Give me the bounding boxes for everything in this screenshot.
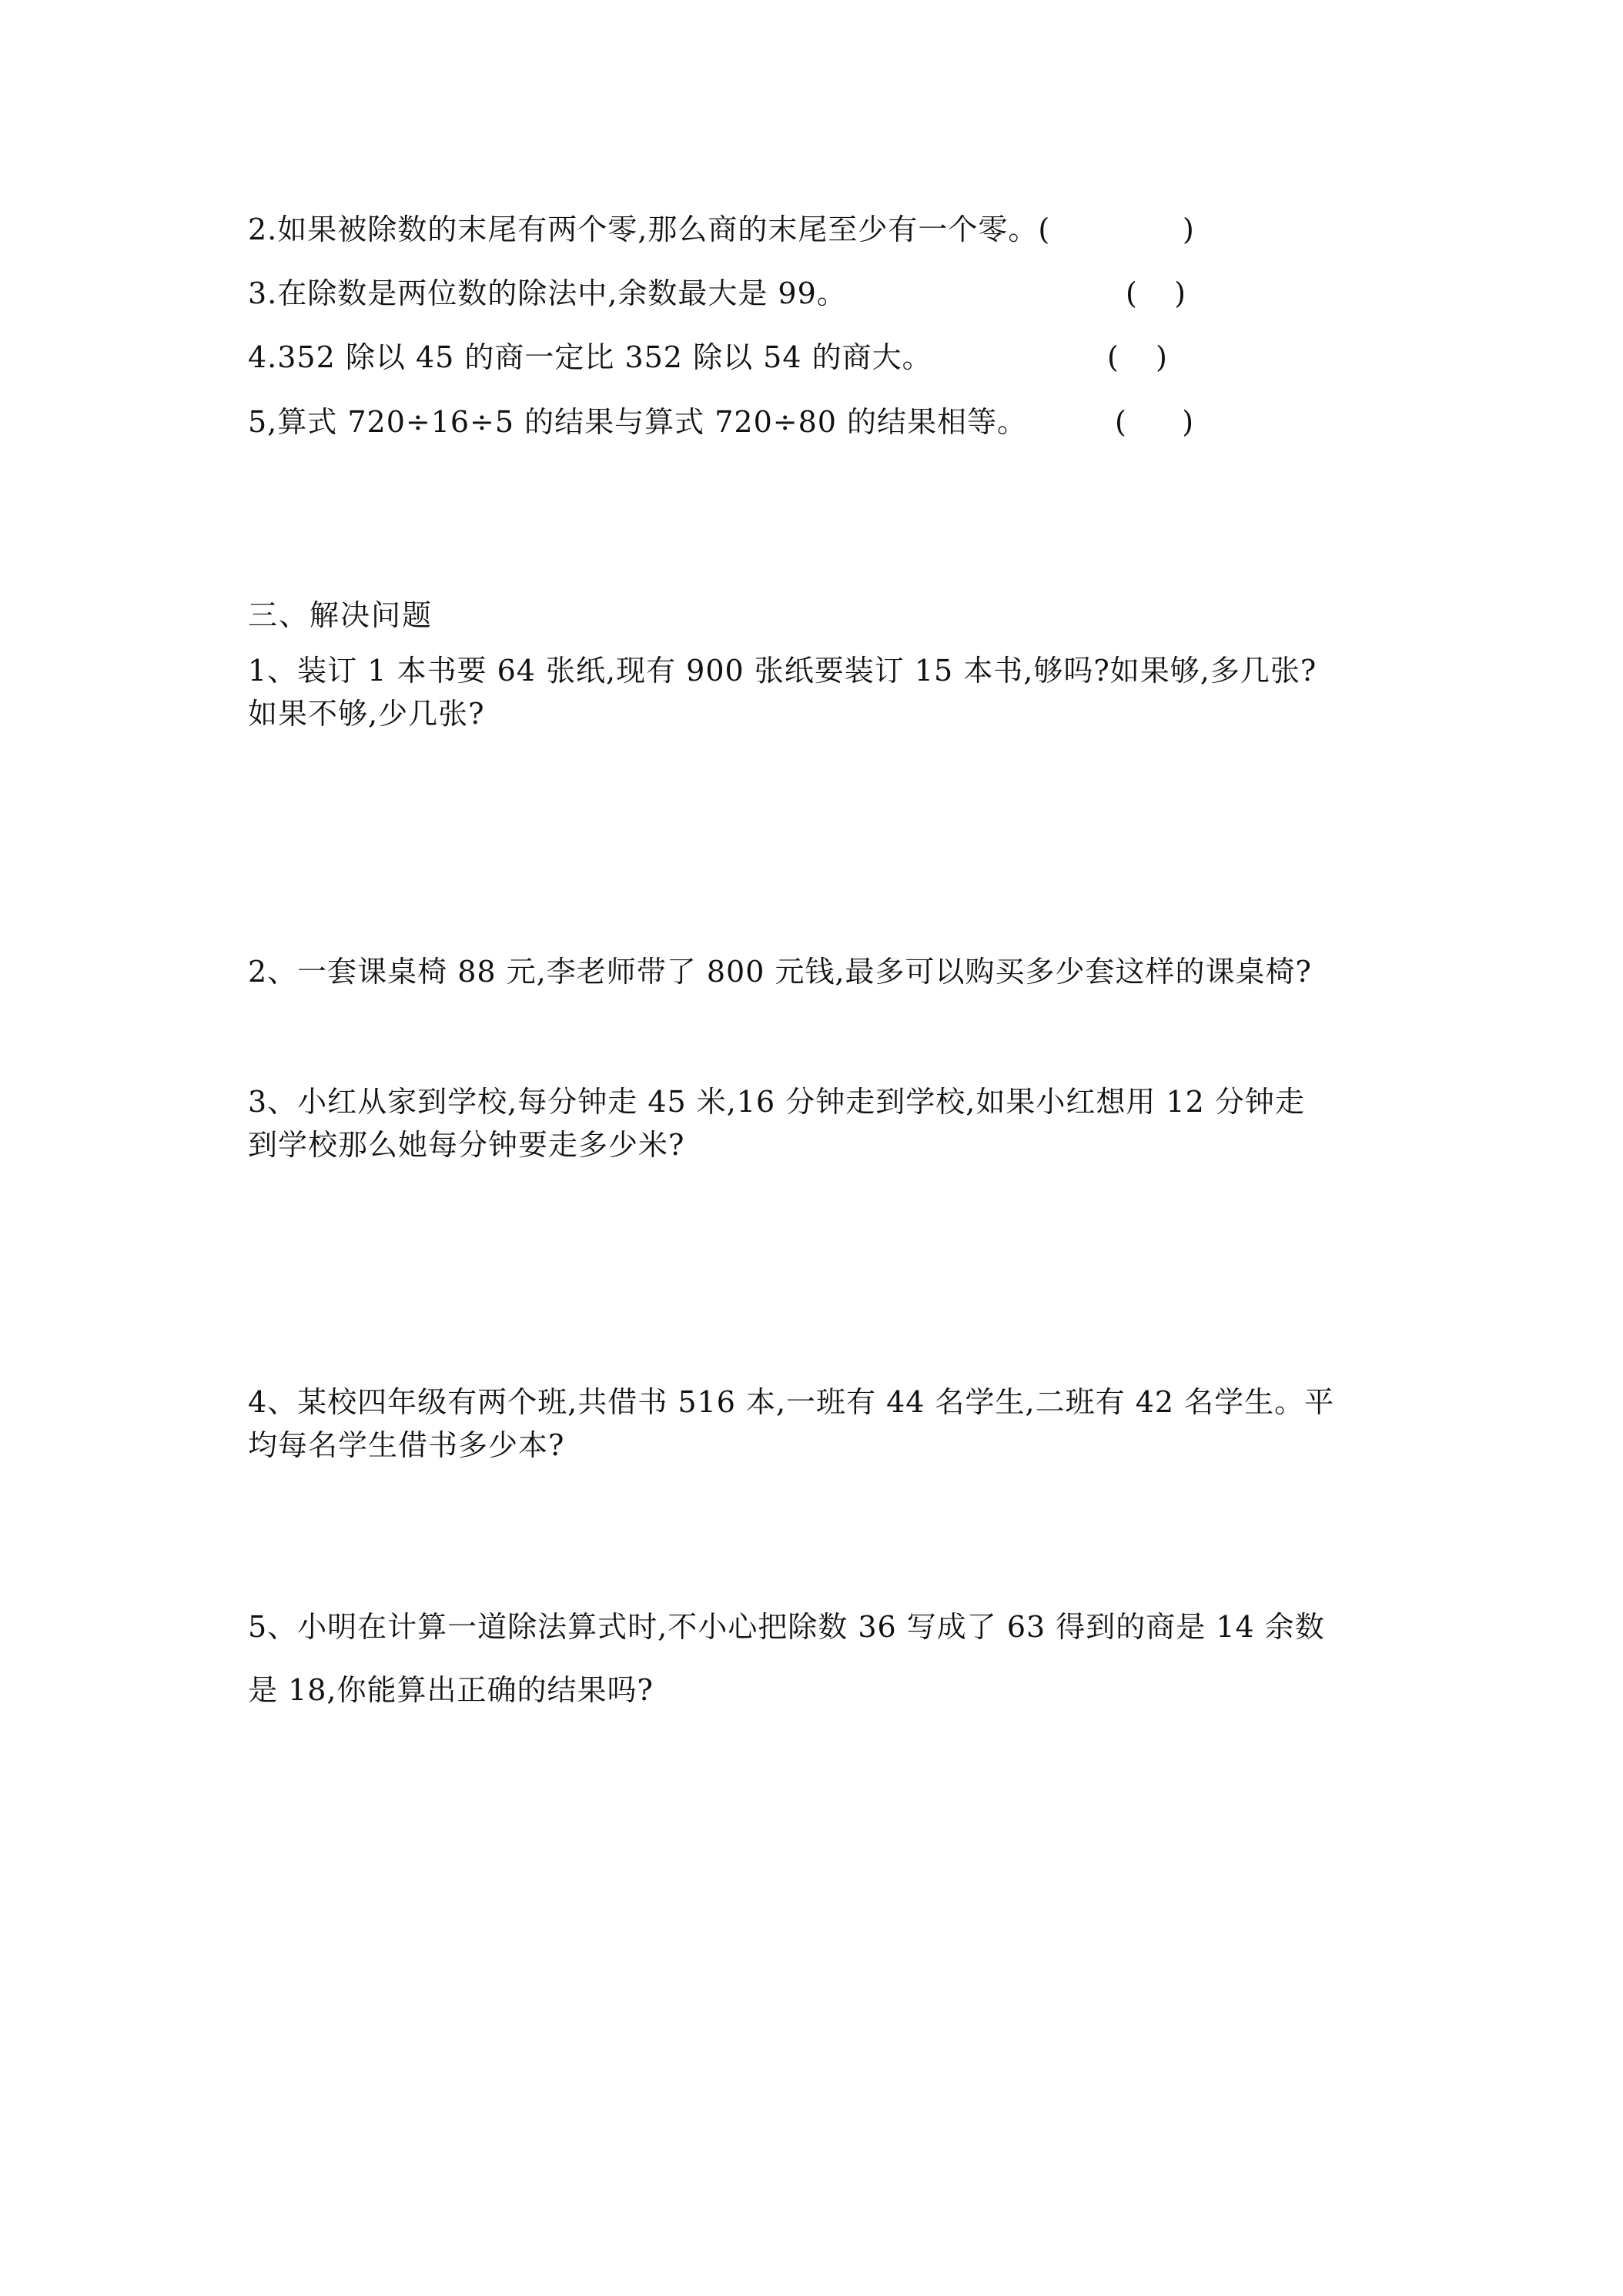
answer-bracket[interactable]: ( ) (1107, 340, 1167, 374)
answer-bracket[interactable]: ( ) (1115, 405, 1194, 439)
problem-3-line-1: 3、小红从家到学校,每分钟走 45 米,16 分钟走到学校,如果小红想用 12 分钟走 (248, 1085, 1305, 1119)
problem-4-line-2: 均每名学生借书多少本? (248, 1428, 565, 1462)
judgement-item-3: 3.在除数是两位数的除法中,余数最大是 99。 (248, 276, 847, 310)
answer-bracket[interactable]: ) (1183, 213, 1194, 246)
judgement-item-2: 2.如果被除数的末尾有两个零,那么商的末尾至少有一个零。( (248, 213, 1051, 246)
problem-1-line-2: 如果不够,少几张? (248, 697, 485, 731)
problem-5-line-2: 是 18,你能算出正确的结果吗? (248, 1673, 654, 1707)
section-heading: 三、解决问题 (248, 598, 433, 632)
problem-5-line-1: 5、小明在计算一道除法算式时,不小心把除数 36 写成了 63 得到的商是 14 余数 (248, 1610, 1325, 1644)
judgement-item-5: 5,算式 720÷16÷5 的结果与算式 720÷80 的结果相等。 (248, 405, 1028, 439)
problem-2-line-1: 2、一套课桌椅 88 元,李老师带了 800 元钱,最多可以购买多少套这样的课桌椅? (248, 955, 1312, 989)
problem-4-line-1: 4、某校四年级有两个班,共借书 516 本,一班有 44 名学生,二班有 42 名学生。平 (248, 1385, 1335, 1419)
problem-1-line-1: 1、装订 1 本书要 64 张纸,现有 900 张纸要装订 15 本书,够吗?如果够,多几张? (248, 654, 1317, 688)
answer-bracket[interactable]: ( ) (1126, 276, 1186, 310)
judgement-item-4: 4.352 除以 45 的商一定比 352 除以 54 的商大。 (248, 340, 932, 374)
problem-3-line-2: 到学校那么她每分钟要走多少米? (248, 1128, 685, 1162)
